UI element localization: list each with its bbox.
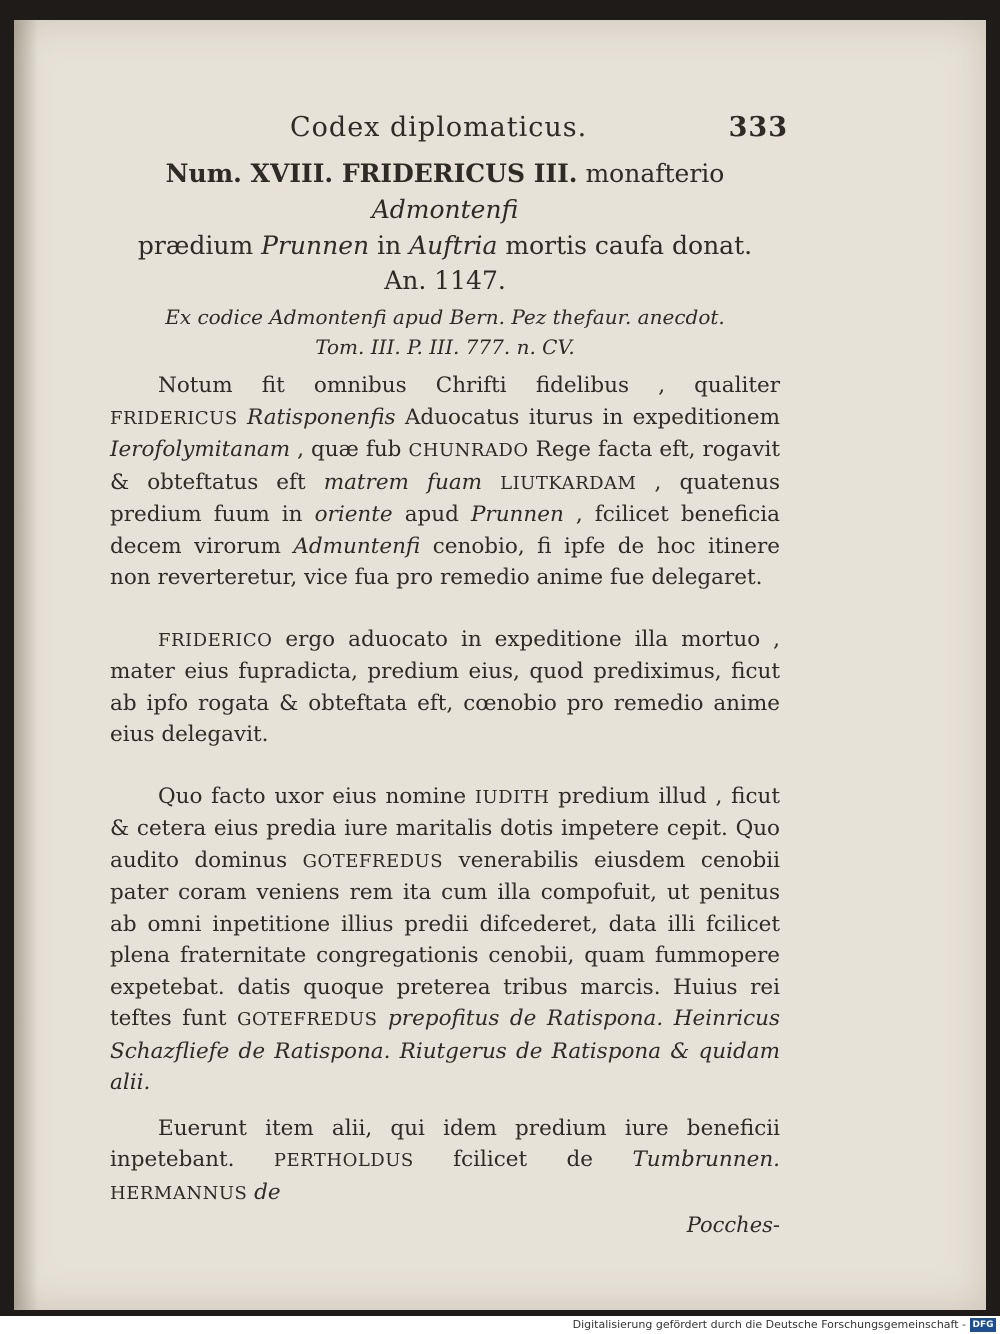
text-run: CHUNRADO: [408, 440, 529, 461]
text-run: Quo facto uxor eius nomine: [158, 783, 475, 809]
text-run: prepofitus de Ratispona. Heinricus Schazfliefe de Ratispona. Riutgerus de Ratispona & quidam alii.: [110, 1006, 780, 1095]
source-line: Tom. III. P. III. 777. n. CV.: [315, 335, 575, 359]
heading-italic: Prunnen: [261, 231, 370, 260]
dfg-logo-icon: DFG: [970, 1318, 996, 1332]
text-run: , quatenus predium fuum in: [110, 469, 780, 527]
catchword: Pocches-: [686, 1213, 780, 1237]
text-run: GOTEFREDUS: [237, 1009, 378, 1030]
paragraph-2: [110, 624, 780, 751]
text-run: Ierofolymitanam: [110, 437, 291, 462]
paragraph-4: [110, 1113, 780, 1210]
text-run: IUDITH: [474, 786, 550, 808]
heading-italic: Admontenfi: [371, 195, 519, 224]
text-run: venerabilis eiusdem cenobii pater coram veniens rem ita cum illa compofuit, ut penitus ab omni inpetitione illius predii difcederet, data illi fcilicet plena fraternitate congregationis cenobii, quam fummopere expetebat. datis quoque preterea tribus marcis. Huius rei teftes funt: [110, 847, 780, 1031]
heading-text: mortis caufa donat.: [497, 231, 753, 260]
book-page: [14, 20, 986, 1310]
heading-text: monafterio: [577, 159, 725, 188]
paragraph-3: [110, 781, 780, 1099]
heading-text: in: [369, 231, 410, 260]
source-line: Ex codice Admontenfi apud Bern. Pez thefaur. anecdot.: [165, 305, 725, 329]
text-run: Admuntenfi: [293, 533, 421, 559]
text-run: PERTHOLDUS: [273, 1150, 414, 1171]
text-run: Notum fit omnibus Chrifti fidelibus , qualiter: [158, 373, 780, 398]
heading-italic: Auftria: [409, 231, 498, 260]
text-run: Ratisponenfis: [247, 404, 396, 430]
text-run: Aduocatus iturus in expeditionem: [395, 404, 780, 430]
text-run: FRIDERICO: [158, 629, 273, 651]
paragraph-1: [110, 370, 780, 594]
text-run: FRIDERICUS: [110, 407, 238, 429]
running-head: [110, 108, 788, 152]
text-run: ergo aduocato in expeditione illa mortuo , mater eius fupradicta, predium eius, quod prediximus, ficut ab ipfo rogata & obteftata eft, cœnobio pro remedio anime eius delegavit.: [110, 626, 780, 747]
page-content: [110, 108, 788, 1241]
text-run: LIUTKARDAM: [500, 472, 637, 494]
text-run: [482, 470, 500, 495]
digitization-footer: [0, 1316, 1000, 1334]
gutter-shadow: [14, 20, 38, 1310]
text-run: Euerunt item alii, qui idem predium iure beneficii inpetebant.: [110, 1115, 780, 1172]
text-run: matrem fuam: [323, 469, 483, 495]
text-run: GOTEFREDUS: [302, 850, 444, 872]
source-citation: [110, 302, 780, 362]
text-run: fcilicet de: [413, 1147, 633, 1172]
heading-text: prædium: [137, 231, 262, 260]
funding-credit: Digitalisierung gefördert durch die Deutsche Forschungsgemeinschaft -: [572, 1318, 966, 1331]
text-run: [238, 405, 247, 430]
document-year: An. 1147.: [384, 266, 506, 295]
text-run: predium illud , ficut & cetera eius predia iure maritalis dotis impetere cepit. Quo audito dominus: [110, 783, 780, 873]
document-heading: [110, 156, 780, 264]
running-title: Codex diplomaticus.: [290, 112, 588, 143]
text-run: Rege facta eft, rogavit & obteftatus eft: [110, 437, 780, 495]
text-run: HERMANNUS: [110, 1182, 248, 1204]
text-run: Prunnen: [470, 502, 564, 527]
page-number: 333: [728, 112, 788, 143]
text-run: apud: [392, 502, 471, 527]
text-run: de: [254, 1179, 281, 1205]
text-run: oriente: [314, 502, 393, 527]
heading-number: Num. XVIII. FRIDERICUS III.: [165, 159, 578, 188]
text-run: , fcilicet beneficia decem virorum: [110, 502, 780, 559]
text-run: Tumbrunnen.: [632, 1147, 780, 1172]
text-run: cenobio, fi ipfe de hoc itinere non reverteretur, vice fua pro remedio anime fue delegaret.: [110, 533, 780, 590]
text-run: [378, 1006, 389, 1031]
text-run: , quæ fub: [290, 437, 409, 462]
